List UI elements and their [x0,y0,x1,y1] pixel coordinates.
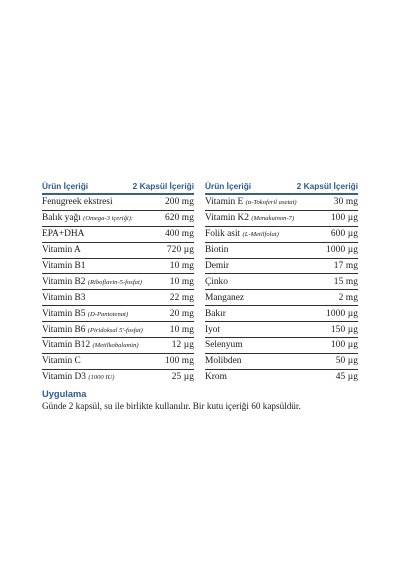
table-row [42,243,194,259]
ingredient-name-cell [205,325,220,335]
ingredient-note: (Omega-3 içeriği): [83,215,134,223]
table-row [205,290,358,306]
ingredient-name: EPA+DHA [42,229,85,240]
ingredient-name-cell [205,213,294,223]
ingredient-name: Vitamin B12 [42,340,91,351]
table-header [42,179,194,195]
ingredient-amount: 12 µg [171,340,194,351]
ingredient-name: Fenugreek ekstresi [42,197,113,208]
ingredient-name-cell [205,340,243,350]
ingredient-name: Vitamin D3 [42,372,86,383]
table-row [42,338,194,354]
ingredient-amount: 400 mg [165,229,194,240]
ingredient-name: Bakır [205,308,226,319]
ingredient-amount: 1000 µg [326,245,358,256]
ingredient-name: Vitamin B2 [42,276,86,287]
ingredient-amount: 10 mg [169,276,194,287]
ingredient-name: Biotin [205,245,229,256]
ingredient-name: Vitamin C [42,356,81,367]
usage-section [42,389,358,411]
header-product-label: Ürün İçeriği [205,181,252,191]
ingredient-amount: 25 µg [171,372,194,383]
ingredient-amount: 10 mg [169,261,194,271]
ingredient-name: Molibden [205,356,242,367]
ingredient-amount: 200 mg [165,197,194,208]
ingredient-tables [42,179,358,385]
ingredient-name-cell [42,325,143,335]
ingredient-name-cell [42,293,85,303]
ingredient-name: Demir [205,261,229,271]
ingredient-amount: 1000 µg [326,308,358,319]
ingredient-name: Çinko [205,276,228,287]
ingredient-name: Manganez [205,292,245,303]
ingredient-name-cell [205,309,226,319]
ingredient-note: (Metilkobalamin) [92,342,139,350]
ingredient-amount: 30 mg [333,197,358,208]
usage-text: Günde 2 kapsül, su ile birlikte kullanılır. Bir kutu içeriği 60 kapsüldür. [42,400,301,411]
ingredient-name: Selenyum [205,340,243,351]
ingredient-name-cell [42,229,84,239]
ingredient-name-cell [205,197,297,207]
ingredient-amount: 45 µg [335,372,358,383]
ingredient-amount: 600 µg [330,229,358,240]
ingredient-name: Folik asit [205,229,241,240]
ingredient-name-cell [42,372,115,382]
ingredient-amount: 17 mg [333,261,358,271]
ingredients-table-left [42,179,194,385]
ingredient-amount: 22 mg [169,292,194,303]
table-row [205,338,358,354]
ingredient-amount: 100 mg [165,356,194,367]
usage-title: Uygulama [42,388,87,399]
ingredient-name: Vitamin B6 [42,324,86,335]
ingredients-sheet [42,179,358,411]
table-row [42,195,194,211]
ingredient-name-cell [42,213,133,223]
table-row [205,195,358,211]
table-row [205,370,358,385]
ingredient-name: Vitamin A [42,245,81,256]
ingredient-name-cell [42,261,85,271]
ingredient-amount: 100 µg [330,340,358,351]
ingredient-note: (Riboflavin-5-fosfat) [87,278,143,286]
ingredient-name: Balık yağı [42,213,81,224]
ingredient-note: (α-Tokoferil asetat) [245,199,297,207]
table-row [42,274,194,290]
table-row [42,259,194,275]
table-row [205,227,358,243]
ingredient-amount: 2 mg [338,292,358,303]
table-row [42,354,194,370]
ingredient-name-cell [42,340,139,350]
table-row [42,290,194,306]
table-row [205,259,358,275]
ingredient-name: Vitamin K2 [205,213,249,224]
ingredient-note: (Menakuinon-7) [251,215,295,223]
ingredient-amount: 15 mg [333,276,358,287]
table-body [42,195,194,385]
ingredient-name-cell [42,309,128,319]
ingredient-amount: 20 mg [169,308,194,319]
table-row [205,243,358,259]
ingredient-name-cell [205,372,227,382]
ingredient-amount: 50 µg [335,356,358,367]
table-row [205,354,358,370]
ingredient-note: (D-Pantotenat) [87,310,129,318]
table-row [42,211,194,227]
ingredient-name-cell [205,229,279,239]
ingredient-amount: 620 mg [165,213,194,224]
ingredient-note: (1000 IU) [88,374,115,382]
ingredient-name-cell [42,245,81,255]
table-row [42,322,194,338]
ingredient-name-cell [42,277,142,287]
header-amount-label: 2 Kapsül İçeriği [296,181,358,191]
ingredient-name-cell [205,245,228,255]
header-amount-label: 2 Kapsül İçeriği [132,181,194,191]
ingredient-name-cell [205,261,229,271]
ingredient-name-cell [42,356,81,366]
table-row [205,322,358,338]
ingredient-name: Vitamin B1 [42,261,86,271]
table-row [205,306,358,322]
ingredient-amount: 720 µg [166,245,194,256]
table-header [205,179,358,195]
table-row [205,274,358,290]
ingredient-name: İyot [205,324,221,335]
table-row [42,370,194,385]
ingredients-table-right [205,179,358,385]
ingredient-amount: 100 µg [330,213,358,224]
ingredient-name-cell [205,356,241,366]
ingredient-name: Vitamin E [205,197,244,208]
table-body [205,195,358,385]
ingredient-name-cell [205,293,244,303]
ingredient-name-cell [42,197,113,207]
ingredient-name: Krom [205,372,227,383]
table-row [42,306,194,322]
ingredient-name: Vitamin B3 [42,292,86,303]
table-row [205,211,358,227]
ingredient-amount: 10 mg [169,324,194,335]
ingredient-note: (Piridoksal 5'-fosfat) [87,326,143,334]
ingredient-name: Vitamin B5 [42,308,86,319]
header-product-label: Ürün İçeriği [42,181,89,191]
ingredient-note: (L-Metilfolat) [242,231,279,239]
ingredient-name-cell [205,277,228,287]
table-row [42,227,194,243]
ingredient-amount: 150 µg [330,324,358,335]
